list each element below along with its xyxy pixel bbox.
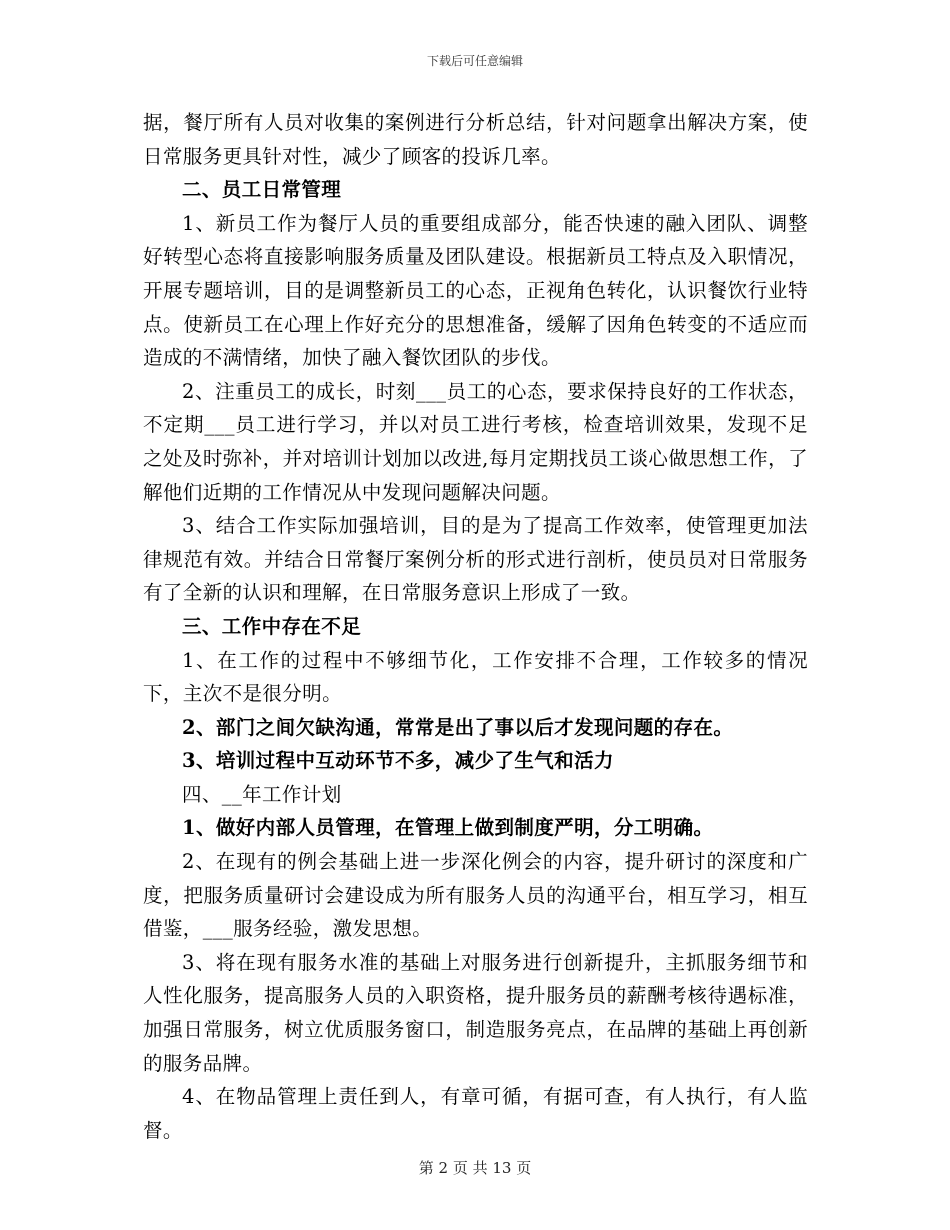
paragraph-4-4: 4、在物品管理上责任到人，有章可循，有据可查，有人执行，有人监督。 (143, 1085, 808, 1142)
paragraph-continuation: 据，餐厅所有人员对收集的案例进行分析总结，针对问题拿出解决方案，使日常服务更具针对性，减少了顾客的投诉几率。 (143, 111, 808, 168)
document-body (143, 106, 808, 1147)
paragraph-4-1: 1、做好内部人员管理，在管理上做到制度严明，分工明确。 (182, 816, 714, 840)
paragraph-2-1: 1、新员工作为餐厅人员的重要组成部分，能否快速的融入团队、调整好转型心态将直接影响服务质量及团队建设。根据新员工特点及入职情况，开展专题培训，目的是调整新员工的心态，正视角色转化，认识餐饮行业特点。使新员工在心理上作好充分的思想准备，缓解了因角色转变的不适应而造成的不满情绪，加快了融入餐饮团队的步伐。 (143, 211, 808, 370)
paragraph-4-3: 3、将在现有服务水准的基础上对服务进行创新提升，主抓服务细节和人性化服务，提高服务人员的入职资格，提升服务员的薪酬考核待遇标准，加强日常服务，树立优质服务窗口，制造服务亮点，在品牌的基础上再创新的服务品牌。 (143, 950, 808, 1075)
section-heading-4: 四、__年工作计划 (182, 782, 342, 806)
paragraph-3-2: 2、部门之间欠缺沟通，常常是出了事以后才发现问题的存在。 (182, 715, 734, 739)
paragraph-3-3: 3、培训过程中互动环节不多，减少了生气和活力 (182, 749, 614, 773)
page-header: 下载后可任意编辑 (426, 54, 523, 68)
paragraph-4-2: 2、在现有的例会基础上进一步深化例会的内容，提升研讨的深度和广度，把服务质量研讨会建设成为所有服务人员的沟通平台，相互学习，相互借鉴，___服务经验，激发思想。 (143, 850, 808, 941)
section-heading-2: 二、员工日常管理 (182, 178, 342, 202)
page-number-footer: 第 2 页 共 13 页 (418, 1159, 532, 1177)
paragraph-2-3: 3、结合工作实际加强培训，目的是为了提高工作效率，使管理更加法律规范有效。并结合日常餐厅案例分析的形式进行剖析，使员员对日常服务有了全新的认识和理解，在日常服务意识上形成了一致。 (143, 514, 808, 605)
paragraph-2-2: 2、注重员工的成长，时刻___员工的心态，要求保持良好的工作状态，不定期___员工进行学习，并以对员工进行考核，检查培训效果，发现不足之处及时弥补，并对培训计划加以改进,每月定期找员工谈心做思想工作，了解他们近期的工作情况从中发现问题解决问题。 (143, 379, 808, 504)
section-heading-3: 三、工作中存在不足 (182, 614, 362, 638)
paragraph-3-1: 1、在工作的过程中不够细节化，工作安排不合理，工作较多的情况下，主次不是很分明。 (143, 648, 808, 706)
